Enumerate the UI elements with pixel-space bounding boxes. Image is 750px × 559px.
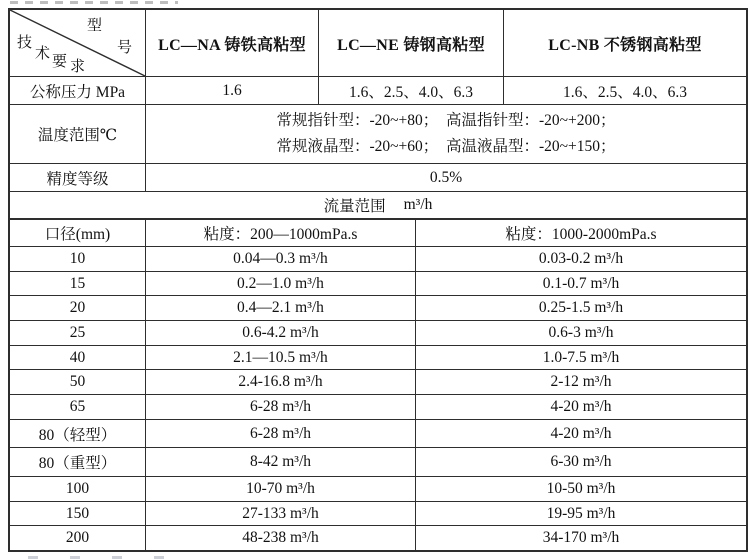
table-row-dn50 bbox=[10, 370, 746, 395]
dn-value: 50 bbox=[10, 370, 146, 394]
table-row-dn40 bbox=[10, 346, 746, 371]
column-header-lc-na: LC—NA 铸铁高粘型 bbox=[146, 10, 319, 76]
cropped-text-top bbox=[10, 1, 178, 4]
dn-value: 80（轻型） bbox=[10, 420, 146, 448]
dn-value: 40 bbox=[10, 346, 146, 370]
table-row-dn80-heavy bbox=[10, 448, 746, 477]
flow-range-title-unit: m³/h bbox=[403, 196, 433, 213]
flow-low-viscosity: 0.04—0.3 m³/h bbox=[146, 247, 416, 271]
flow-high-viscosity: 10-50 m³/h bbox=[546, 479, 616, 497]
dn-value: 10 bbox=[10, 247, 146, 271]
dn-value: 80（重型） bbox=[10, 448, 146, 476]
flow-low-viscosity: 2.4-16.8 m³/h bbox=[146, 370, 416, 394]
viscosity-header-low: 粘度：200—1000mPa.s bbox=[146, 220, 416, 246]
dn-value: 25 bbox=[10, 321, 146, 345]
dn-value: 200 bbox=[10, 526, 146, 550]
flow-high-viscosity: 1.0-7.5 m³/h bbox=[542, 348, 620, 366]
table-row-dn25 bbox=[10, 321, 746, 346]
flow-high-viscosity: 4-20 m³/h bbox=[550, 397, 612, 415]
flow-high-viscosity: 2-12 m³/h bbox=[550, 373, 612, 391]
flow-range-title-label: 流量范围 bbox=[323, 198, 386, 215]
dn-value: 15 bbox=[10, 272, 146, 296]
flow-low-viscosity: 6-28 m³/h bbox=[146, 395, 416, 419]
table-row-dn65 bbox=[10, 395, 746, 420]
corner-label-tech-char: 求 bbox=[70, 59, 86, 75]
flow-high-viscosity: 34-170 m³/h bbox=[542, 529, 620, 547]
column-header-lc-ne: LC—NE 铸钢高粘型 bbox=[319, 10, 504, 76]
flow-high-viscosity: 0.1-0.7 m³/h bbox=[542, 274, 620, 292]
table-row-dn20 bbox=[10, 296, 746, 321]
pressure-value-ne: 1.6、2.5、4.0、6.3 bbox=[319, 77, 504, 104]
corner-label-model-char: 号 bbox=[117, 40, 133, 56]
flow-high-viscosity: 19-95 m³/h bbox=[546, 504, 616, 522]
accuracy-label: 精度等级 bbox=[10, 164, 146, 191]
flow-low-viscosity: 10-70 m³/h bbox=[146, 477, 416, 501]
temperature-lines bbox=[276, 108, 615, 160]
diameter-header-label: 口径(mm) bbox=[10, 220, 146, 246]
corner-label-tech-char: 要 bbox=[52, 54, 68, 70]
flow-low-viscosity: 8-42 m³/h bbox=[146, 448, 416, 476]
pressure-value-na: 1.6 bbox=[146, 77, 319, 104]
temperature-label: 温度范围℃ bbox=[10, 105, 146, 163]
flow-low-viscosity: 27-133 m³/h bbox=[146, 502, 416, 526]
flow-high-viscosity: 0.25-1.5 m³/h bbox=[538, 299, 624, 317]
flow-high-viscosity: 0.6-3 m³/h bbox=[548, 323, 614, 341]
table-row-dn200 bbox=[10, 526, 746, 550]
dn-value: 100 bbox=[10, 477, 146, 501]
table-row-dn150 bbox=[10, 502, 746, 527]
column-header-lc-nb: LC-NB 不锈钢高粘型 bbox=[548, 36, 702, 54]
table-row-dn80-light bbox=[10, 420, 746, 449]
table-row-diameter-header bbox=[10, 220, 746, 247]
flow-range-title-cell bbox=[10, 192, 746, 218]
flow-low-viscosity: 48-238 m³/h bbox=[146, 526, 416, 550]
temperature-line-pointer: 常规指针型：-20~+80； 高温指针型：-20~+200； bbox=[276, 112, 616, 129]
table-row-flow-range-title bbox=[10, 192, 746, 220]
corner-label-model-char: 型 bbox=[87, 18, 103, 34]
flow-low-viscosity: 2.1—10.5 m³/h bbox=[146, 346, 416, 370]
temperature-value-cell bbox=[146, 105, 746, 163]
table-row-temperature bbox=[10, 105, 746, 164]
flow-high-viscosity: 0.03-0.2 m³/h bbox=[538, 249, 624, 267]
dn-value: 150 bbox=[10, 502, 146, 526]
dn-value: 20 bbox=[10, 296, 146, 320]
table-row-dn100 bbox=[10, 477, 746, 502]
table-row-dn15 bbox=[10, 272, 746, 297]
corner-label-tech-char: 术 bbox=[35, 46, 51, 62]
accuracy-value: 0.5% bbox=[429, 168, 463, 186]
table-row-dn10 bbox=[10, 247, 746, 272]
spec-table bbox=[8, 8, 748, 552]
dn-value: 65 bbox=[10, 395, 146, 419]
viscosity-header-high: 粘度：1000-2000mPa.s bbox=[505, 226, 657, 243]
flow-low-viscosity: 0.6-4.2 m³/h bbox=[146, 321, 416, 345]
flow-low-viscosity: 0.2—1.0 m³/h bbox=[146, 272, 416, 296]
corner-header-cell bbox=[10, 10, 146, 76]
table-row-accuracy bbox=[10, 164, 746, 192]
corner-label-tech-char: 技 bbox=[17, 35, 33, 51]
pressure-value-nb: 1.6、2.5、4.0、6.3 bbox=[562, 83, 687, 101]
flow-high-viscosity: 6-30 m³/h bbox=[550, 453, 612, 471]
table-row-pressure bbox=[10, 77, 746, 105]
flow-high-viscosity: 4-20 m³/h bbox=[550, 424, 612, 442]
temperature-line-lcd: 常规液晶型：-20~+60； 高温液晶型：-20~+150； bbox=[276, 138, 616, 155]
flow-low-viscosity: 0.4—2.1 m³/h bbox=[146, 296, 416, 320]
pressure-label: 公称压力 MPa bbox=[10, 77, 146, 104]
table-row-header bbox=[10, 10, 746, 77]
flow-low-viscosity: 6-28 m³/h bbox=[146, 420, 416, 448]
